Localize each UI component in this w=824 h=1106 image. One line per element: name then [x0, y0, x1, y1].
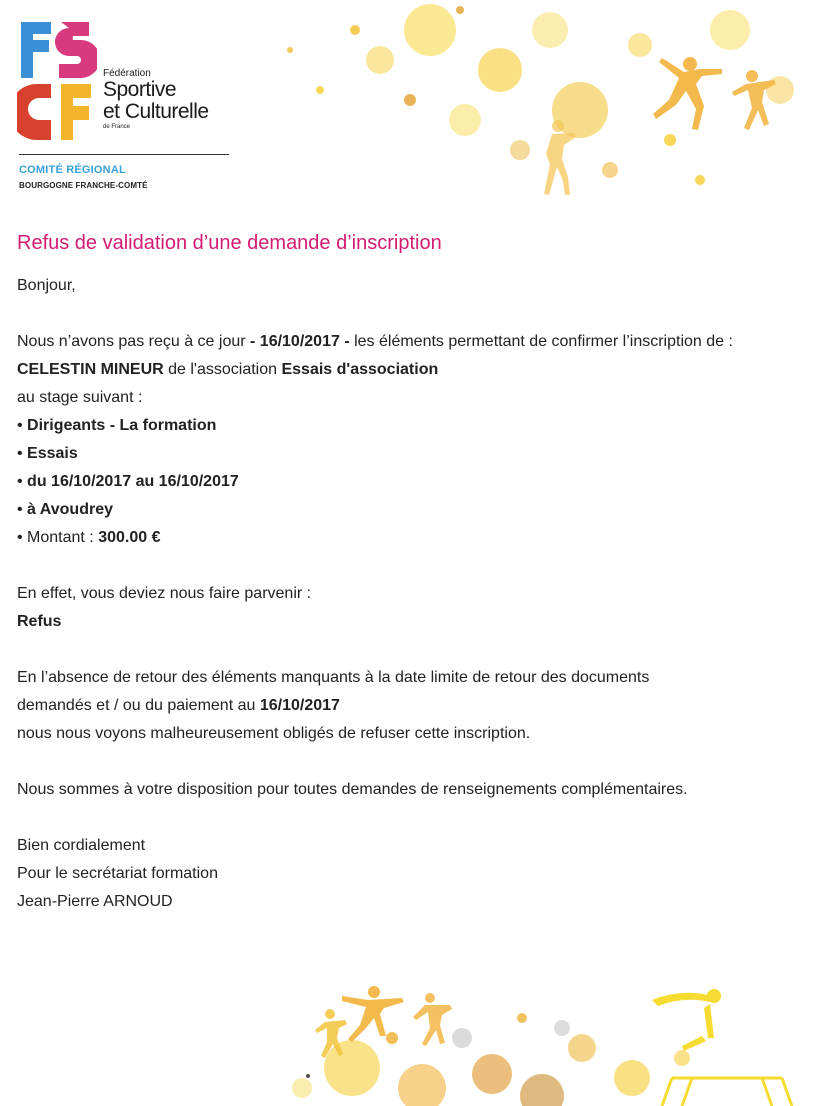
logo-culturelle: et Culturelle: [103, 100, 209, 123]
payment-deadline: 16/10/2017: [259, 697, 340, 714]
disposition-paragraph: Nous sommes à votre disposition pour toutes demandes de renseignements complémentaires.: [17, 781, 688, 798]
fscf-letters-graphic: [17, 20, 97, 145]
fscf-logo: [17, 20, 232, 195]
paragraph-not-received: Nous n’avons pas reçu à ce jour - 16/10/2017 - les éléments permettant de confirmer l’inscription de :: [17, 333, 733, 350]
absence-line-1: En l’absence de retour des éléments manquants à la date limite de retour des documents: [17, 669, 650, 686]
stage-bullet-location: • à Avoudrey: [17, 501, 113, 518]
logo-region: BOURGOGNE FRANCHE-COMTÉ: [19, 181, 148, 190]
effect-value: Refus: [17, 613, 62, 630]
stage-bullet-amount: • Montant : 300.00 €: [17, 529, 161, 546]
logo-divider: [19, 154, 229, 155]
stage-bullet-type: • Essais: [17, 445, 78, 462]
stage-bullet-title: • Dirigeants - La formation: [17, 417, 217, 434]
closing-department: Pour le secrétariat formation: [17, 865, 218, 882]
absence-line-3: nous nous voyons malheureusement obligés de refuser cette inscription.: [17, 725, 531, 742]
absence-line-2: demandés et / ou du paiement au 16/10/2017: [17, 697, 340, 714]
deadline-date: - 16/10/2017 -: [250, 333, 350, 350]
logo-federation: Fédération: [103, 68, 151, 79]
greeting: Bonjour,: [17, 277, 76, 294]
logo-de-france: de France: [103, 124, 131, 130]
email-body: [17, 226, 807, 916]
effect-intro: En effet, vous deviez nous faire parvenir :: [17, 585, 312, 602]
stage-bullet-dates: • du 16/10/2017 au 16/10/2017: [17, 473, 239, 490]
signature-name: Jean-Pierre ARNOUD: [17, 893, 173, 910]
footer-splash-illustration: [262, 978, 824, 1106]
stage-intro: au stage suivant :: [17, 389, 143, 406]
association-name: Essais d'association: [281, 361, 439, 378]
logo-sportive: Sportive: [103, 78, 177, 101]
logo-comite-regional: COMITÉ RÉGIONAL: [19, 164, 126, 176]
trainee-line: CELESTIN MINEUR de l'association Essais d'association: [17, 361, 439, 378]
logo-wordmark: [103, 68, 209, 131]
email-title: Refus de validation d’une demande d’inscription: [17, 232, 442, 254]
header-splash-illustration: [260, 0, 824, 205]
email-header: [0, 0, 824, 205]
amount-value: 300.00 €: [98, 529, 161, 546]
closing-greeting: Bien cordialement: [17, 837, 146, 854]
trainee-name: CELESTIN MINEUR: [17, 361, 164, 378]
